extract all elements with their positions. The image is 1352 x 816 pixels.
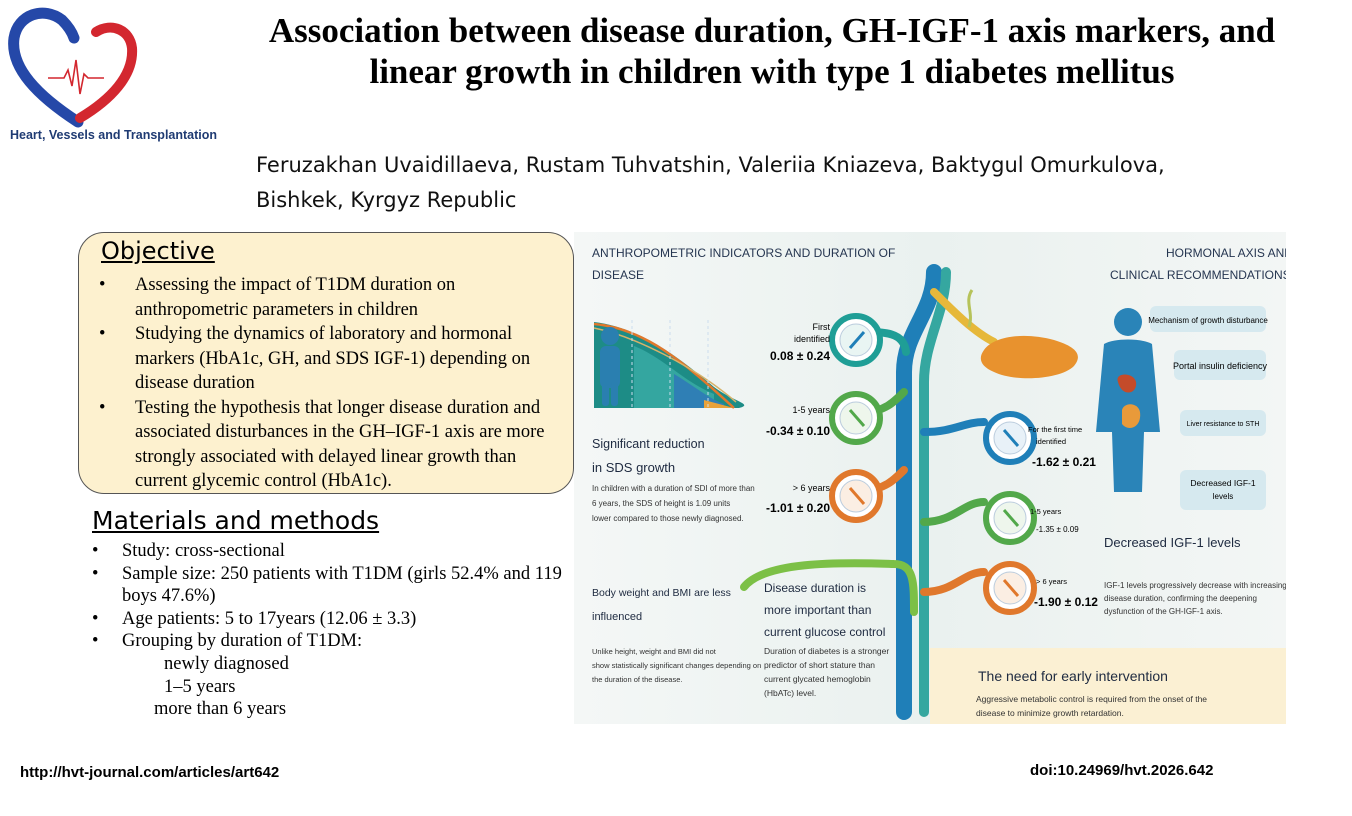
igf-text-line1: IGF-1 levels progressively decrease with increasing	[1104, 581, 1286, 590]
dd-title-line2: more important than	[764, 603, 872, 617]
objective-item: • Testing the hypothesis that longer disease duration and associated disturbances in the GH–IGF-1 axis are more strongly associated with delayed linear growth than current glycemic control (HbA1c).	[99, 396, 565, 494]
dd-text-line1: Duration of diabetes is a stronger	[764, 646, 890, 656]
authors-names: Feruzakhan Uvaidillaeva, Rustam Tuhvatshin, Valeriia Kniazeva, Baktygul Omurkulova,	[256, 153, 1165, 177]
mechanism-decreased-igf: Decreased IGF-1	[1190, 478, 1256, 488]
bw-title-line2: influenced	[592, 611, 643, 623]
igf-group2-value: -1.35 ± 0.09	[1036, 525, 1079, 534]
objective-item: • Assessing the impact of T1DM duration on anthropometric parameters in children	[99, 273, 565, 322]
right-panel-title-line2: CLINICAL RECOMMENDATIONS	[1110, 268, 1286, 282]
need-text-line2: disease to minimize growth retardation.	[976, 708, 1124, 718]
igf-group3-label: > 6 years	[1036, 577, 1068, 586]
left-panel-title-line2: DISEASE	[592, 268, 645, 282]
group-1-5-years: 1–5 years	[164, 677, 236, 697]
igf-text-line3: dysfunction of the GH-IGF-1 axis.	[1104, 607, 1223, 616]
article-doi: doi:10.24969/hvt.2026.642	[1030, 762, 1214, 779]
bw-text-line2: show statistically significant changes depending on	[592, 661, 762, 670]
methods-list	[92, 540, 562, 653]
mechanism-growth-disturbance: Mechanism of growth disturbance	[1148, 316, 1268, 325]
igf-group2-label: 1-5 years	[1030, 507, 1062, 516]
right-panel-title-line1: HORMONAL AXIS AND	[1166, 246, 1286, 260]
dd-title-line1: Disease duration is	[764, 581, 867, 595]
mechanism-portal-insulin: Portal insulin deficiency	[1172, 361, 1268, 371]
height-group3-label: > 6 years	[792, 483, 830, 493]
methods-item: • Sample size: 250 patients with T1DM (girls 52.4% and 119 boys 47.6%)	[92, 563, 562, 608]
objective-list	[99, 273, 565, 494]
igf-title: Decreased IGF-1 levels	[1104, 535, 1241, 550]
bw-text-line1: Unlike height, weight and BMI did not	[592, 647, 716, 656]
mechanism-liver-resistance: Liver resistance to STH	[1186, 421, 1260, 428]
igf-group1-value: -1.62 ± 0.21	[1032, 455, 1096, 469]
need-title: The need for early intervention	[978, 668, 1168, 684]
journal-name: Heart, Vessels and Transplantation	[10, 128, 218, 142]
need-text-line1: Aggressive metabolic control is required from the onset of the	[976, 694, 1208, 704]
infographic	[574, 232, 1286, 724]
height-group2-label: 1-5 years	[792, 405, 830, 415]
poster-title: Association between disease duration, GH-IGF-1 axis markers, and linear growth in children with type 1 diabetes mellitus	[268, 11, 1276, 91]
igf-group3-value: -1.90 ± 0.12	[1034, 595, 1098, 609]
sds-title-line2: in SDS growth	[592, 460, 676, 475]
methods-heading: Materials and methods	[92, 506, 380, 535]
infographic-graphic	[574, 232, 1286, 724]
bw-text-line3: the duration of the disease.	[592, 675, 683, 684]
dd-text-line4: (HbATc) level.	[764, 688, 817, 698]
height-gauges	[832, 316, 880, 520]
sds-title-line1: Significant reduction	[592, 437, 705, 451]
height-group1-label: First	[812, 322, 830, 332]
methods-item: • Age patients: 5 to 17years (12.06 ± 3.3)	[92, 608, 562, 631]
sds-text-line2: 6 years, the SDS of height is 1.09 units	[592, 499, 731, 508]
igf-group1-label: For the first time	[1028, 425, 1083, 434]
heart-logo-icon	[8, 4, 238, 134]
objective-item: • Studying the dynamics of laboratory and hormonal markers (HbA1c, GH, and SDS IGF-1) depending on disease duration	[99, 322, 565, 396]
height-group2-value: -0.34 ± 0.10	[766, 424, 830, 438]
authors-affiliation: Bishkek, Kyrgyz Republic	[256, 188, 517, 212]
igf-group1-label2: identified	[1036, 437, 1067, 446]
article-url[interactable]: http://hvt-journal.com/articles/art642	[20, 764, 280, 781]
left-panel-title-line1: ANTHROPOMETRIC INDICATORS AND DURATION OF	[592, 246, 896, 260]
igf-gauges	[986, 414, 1034, 612]
methods-item: • Study: cross-sectional	[92, 540, 562, 563]
height-group1-label2: identified	[793, 334, 830, 344]
objective-box	[78, 232, 574, 494]
authors-block	[256, 148, 1316, 218]
dd-title-line3: current glucose control	[764, 625, 886, 639]
dd-text-line2: predictor of short stature than	[764, 660, 876, 670]
sds-text-line1: In children with a duration of SDI of more than	[592, 484, 755, 493]
sds-text-line3: lower compared to those newly diagnosed.	[592, 514, 744, 523]
group-newly-diagnosed: newly diagnosed	[164, 654, 289, 674]
height-group1-value: 0.08 ± 0.24	[770, 349, 830, 363]
bw-title-line1: Body weight and BMI are less	[592, 587, 731, 599]
height-group3-value: -1.01 ± 0.20	[766, 501, 830, 515]
group-more-than-6-years: more than 6 years	[154, 699, 287, 719]
methods-item: • Grouping by duration of T1DM:	[92, 630, 562, 653]
dd-text-line3: current glycated hemoglobin	[764, 674, 871, 684]
mechanism-decreased-igf-levels: levels	[1212, 492, 1234, 501]
objective-heading: Objective	[101, 237, 215, 265]
igf-text-line2: disease duration, confirming the deepening	[1104, 594, 1257, 603]
